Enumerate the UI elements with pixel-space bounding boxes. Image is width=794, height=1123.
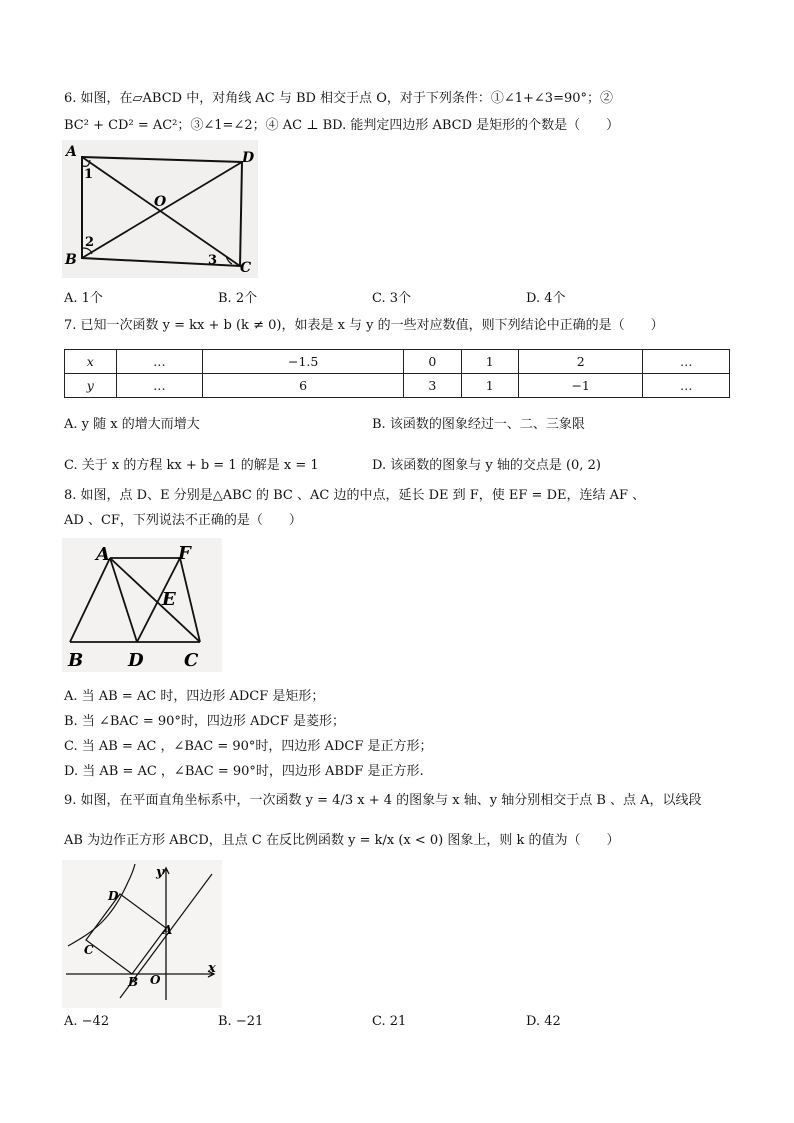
q6-angle-3: 3 <box>208 253 218 268</box>
q9-label-x: x <box>208 961 216 976</box>
q9-label-A: A <box>163 923 173 937</box>
q9-label-D: D <box>108 889 119 903</box>
q7-option-a: A. y 随 x 的增大而增大 <box>64 417 200 432</box>
q6-angle-1: 1 <box>84 167 94 182</box>
table-cell: −1.5 <box>203 350 404 374</box>
q8-option-c: C. 当 AB = AC ，∠BAC = 90°时，四边形 ADCF 是正方形； <box>64 739 433 754</box>
q8-text-line1: 8. 如图，点 D、E 分别是△ABC 的 BC 、AC 边的中点，延长 DE 到 F，使 EF = DE，连结 AF 、 <box>64 488 646 503</box>
table-cell: 1 <box>461 374 518 398</box>
table-row-y <box>65 374 730 398</box>
q6-label-C: C <box>240 260 252 276</box>
table-cell: x <box>65 350 117 374</box>
table-cell: 2 <box>518 350 643 374</box>
q8-label-A: A <box>96 544 110 565</box>
table-cell: y <box>65 374 117 398</box>
q8-option-a: A. 当 AB = AC 时，四边形 ADCF 是矩形； <box>64 689 325 704</box>
q8-label-B: B <box>68 650 84 671</box>
q7-option-b: B. 该函数的图象经过一、二、三象限 <box>372 417 585 432</box>
q8-option-b: B. 当 ∠BAC = 90°时，四边形 ADCF 是菱形； <box>64 714 345 729</box>
q6-text-line1: 6. 如图，在▱ABCD 中，对角线 AC 与 BD 相交于点 O，对于下列条件：①∠1+∠3=90°；② <box>64 91 614 106</box>
table-cell: 1 <box>461 350 518 374</box>
q6-option-c: C. 3个 <box>372 291 412 306</box>
table-cell: −1 <box>518 374 643 398</box>
q9-figure <box>62 860 222 1008</box>
q6-option-a: A. 1个 <box>64 291 103 306</box>
q6-label-A: A <box>66 144 77 160</box>
q9-label-O: O <box>150 973 161 987</box>
q6-option-d: D. 4个 <box>526 291 566 306</box>
q8-label-D: D <box>128 650 144 671</box>
q8-label-E: E <box>162 589 176 610</box>
q6-label-B: B <box>65 252 77 268</box>
q6-label-O: O <box>154 194 167 210</box>
table-cell: 3 <box>404 374 461 398</box>
q8-text-line2: AD 、CF，下列说法不正确的是（ ） <box>64 513 302 528</box>
table-cell: 0 <box>404 350 461 374</box>
table-cell: … <box>643 374 730 398</box>
q8-figure <box>62 538 222 672</box>
q6-option-b: B. 2个 <box>218 291 258 306</box>
q9-option-a: A. −42 <box>64 1014 110 1029</box>
q9-label-B: B <box>128 975 139 989</box>
q7-option-d: D. 该函数的图象与 y 轴的交点是 (0, 2) <box>372 458 601 473</box>
q9-label-y: y <box>156 865 164 880</box>
q8-label-C: C <box>184 650 199 671</box>
q9-text-line1: 9. 如图，在平面直角坐标系中，一次函数 y = 4/3 x + 4 的图象与 x 轴、y 轴分别相交于点 B 、点 A，以线段 <box>64 793 702 808</box>
q6-text-line2: BC² + CD² = AC²；③∠1=∠2；④ AC ⊥ BD. 能判定四边形 ABCD 是矩形的个数是（ ） <box>64 118 620 133</box>
table-cell: … <box>643 350 730 374</box>
table-row-x <box>65 350 730 374</box>
table-cell: … <box>116 374 203 398</box>
table-cell: 6 <box>203 374 404 398</box>
q9-option-b: B. −21 <box>218 1014 264 1029</box>
q9-option-c: C. 21 <box>372 1014 407 1029</box>
q9-label-C: C <box>84 943 94 957</box>
q8-label-F: F <box>178 543 191 564</box>
q7-value-table <box>64 349 730 398</box>
q8-option-d: D. 当 AB = AC ，∠BAC = 90°时，四边形 ABDF 是正方形. <box>64 764 424 779</box>
q6-figure <box>62 140 258 278</box>
table-cell: … <box>116 350 203 374</box>
q9-option-d: D. 42 <box>526 1014 561 1029</box>
q9-text-line2: AB 为边作正方形 ABCD，且点 C 在反比例函数 y = k/x (x < 0) 图象上，则 k 的值为（ ） <box>64 833 620 848</box>
q6-label-D: D <box>242 150 255 166</box>
q6-angle-2: 2 <box>85 235 95 250</box>
q7-text: 7. 已知一次函数 y = kx + b (k ≠ 0)，如表是 x 与 y 的一些对应数值，则下列结论中正确的是（ ） <box>64 318 664 333</box>
q7-option-c: C. 关于 x 的方程 kx + b = 1 的解是 x = 1 <box>64 458 319 473</box>
